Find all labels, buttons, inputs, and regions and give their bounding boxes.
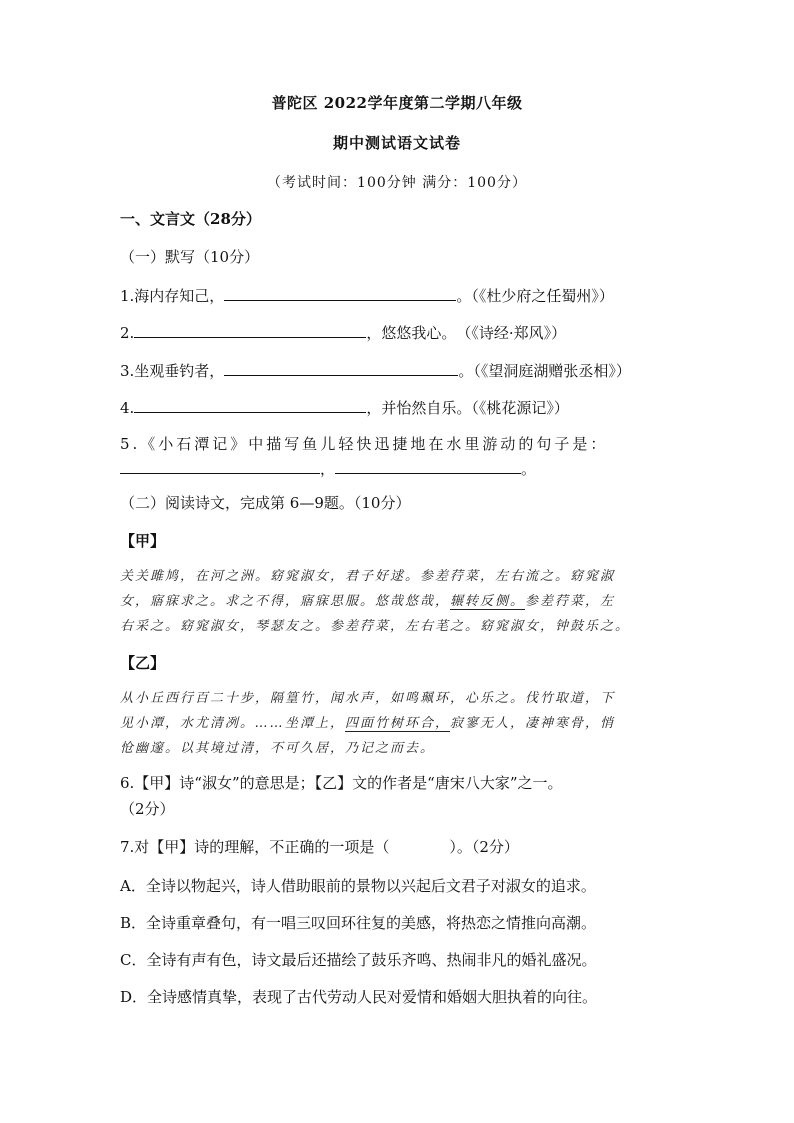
- q2-answer-blank[interactable]: [134, 321, 366, 338]
- yi-underlined-phrase: 四面竹树环合，: [345, 716, 451, 731]
- exam-info: （考试时间：100分钟 满分：100分）: [267, 175, 527, 191]
- option-a[interactable]: A．全诗以物起兴，诗人借助眼前的景物以兴起后文君子对淑女的追求。: [120, 877, 596, 895]
- q5-answer-blank-1[interactable]: [120, 457, 320, 474]
- question-6: 6.【甲】诗“淑女”的意思是；【乙】文的作者是“唐宋八大家”之一。: [120, 774, 563, 792]
- jia-line2-text-end: 参差荇菜，左: [525, 594, 616, 609]
- q4-suffix: ，并怡然自乐。（《桃花源记》）: [366, 399, 569, 417]
- exam-title-line1: 普陀区 2022学年度第二学期八年级: [271, 94, 523, 112]
- q1-answer-blank[interactable]: [224, 284, 456, 301]
- question-1: [120, 284, 614, 306]
- yi-line2-text-end: 寂寥无人，凄神寒骨，悄: [450, 716, 616, 731]
- passage-jia-line-3: 右采之。窈窕淑女，琴瑟友之。参差荇菜，左右芼之。窈窕淑女，钟鼓乐之。: [120, 619, 631, 634]
- passage-jia: [120, 564, 690, 639]
- q2-suffix: ，悠悠我心。 （《诗经·郑风》）: [366, 324, 567, 342]
- option-c[interactable]: C．全诗有声有色，诗文最后还描绘了鼓乐齐鸣、热闹非凡的婚礼盛况。: [120, 951, 597, 969]
- question-4: [120, 396, 569, 418]
- passage-yi-label: 【乙】: [120, 654, 166, 672]
- q1-suffix: 。（《杜少府之任蜀州》）: [456, 287, 614, 305]
- q5-answer-blank-2[interactable]: [335, 457, 521, 474]
- jia-underlined-phrase: 辗转反侧。: [450, 594, 526, 609]
- q3-prefix: 3.坐观垂钓者，: [120, 362, 225, 380]
- exam-title-line2: 期中测试语文试卷: [332, 134, 461, 152]
- passage-yi: [120, 686, 690, 761]
- q3-suffix: 。（《望洞庭湖赠张丞相》）: [458, 362, 631, 380]
- section-heading: 一、文言文（28分）: [120, 210, 261, 228]
- question-2: [120, 321, 566, 343]
- option-b[interactable]: B．全诗重章叠句，有一唱三叹回环往复的美感，将热恋之情推向高潮。: [120, 914, 597, 932]
- passage-jia-line-2: [120, 589, 690, 614]
- question-6-score: （2分）: [120, 800, 175, 818]
- passage-yi-line-1: 从小丘西行百二十步，隔篁竹，闻水声，如鸣珮环，心乐之。伐竹取道，下: [120, 691, 616, 706]
- passage-yi-line-3: 怆幽邃。以其境过清，不可久居，乃记之而去。: [120, 741, 436, 756]
- part1-heading: （一）默写（10分）: [120, 248, 260, 266]
- question-3: [120, 359, 631, 381]
- question-7: 7.对【甲】诗的理解，不正确的一项是（ ）。（2分）: [120, 838, 519, 856]
- q4-prefix: 4.: [120, 399, 135, 417]
- q1-prefix: 1.海内存知己，: [120, 287, 225, 305]
- jia-line2-text: 女，寤寐求之。求之不得，寤寐思服。悠哉悠哉，: [120, 594, 451, 609]
- passage-yi-line-2: [120, 711, 690, 736]
- q3-answer-blank[interactable]: [224, 359, 458, 376]
- passage-jia-label: 【甲】: [120, 532, 166, 550]
- option-d[interactable]: D．全诗感情真挚，表现了古代劳动人民对爱情和婚姻大胆执着的向往。: [120, 988, 598, 1006]
- q5-end: 。: [521, 460, 537, 478]
- q2-prefix: 2.: [120, 324, 135, 342]
- question-5: 5.《小石潭记》中描写鱼儿轻快迅捷地在水里游动的句子是：: [120, 435, 609, 453]
- yi-line2-text: 见小潭，水尤清冽。……坐潭上，: [120, 716, 346, 731]
- q5-comma: ，: [320, 460, 336, 478]
- q4-answer-blank[interactable]: [134, 396, 366, 413]
- question-5-blanks: [120, 457, 536, 479]
- part2-heading: （二）阅读诗文，完成第 6—9题。（10分）: [120, 494, 411, 512]
- passage-jia-line-1: 关关雎鸠，在河之洲。窈窕淑女，君子好逑。参差荇菜，左右流之。窈窕淑: [120, 569, 616, 584]
